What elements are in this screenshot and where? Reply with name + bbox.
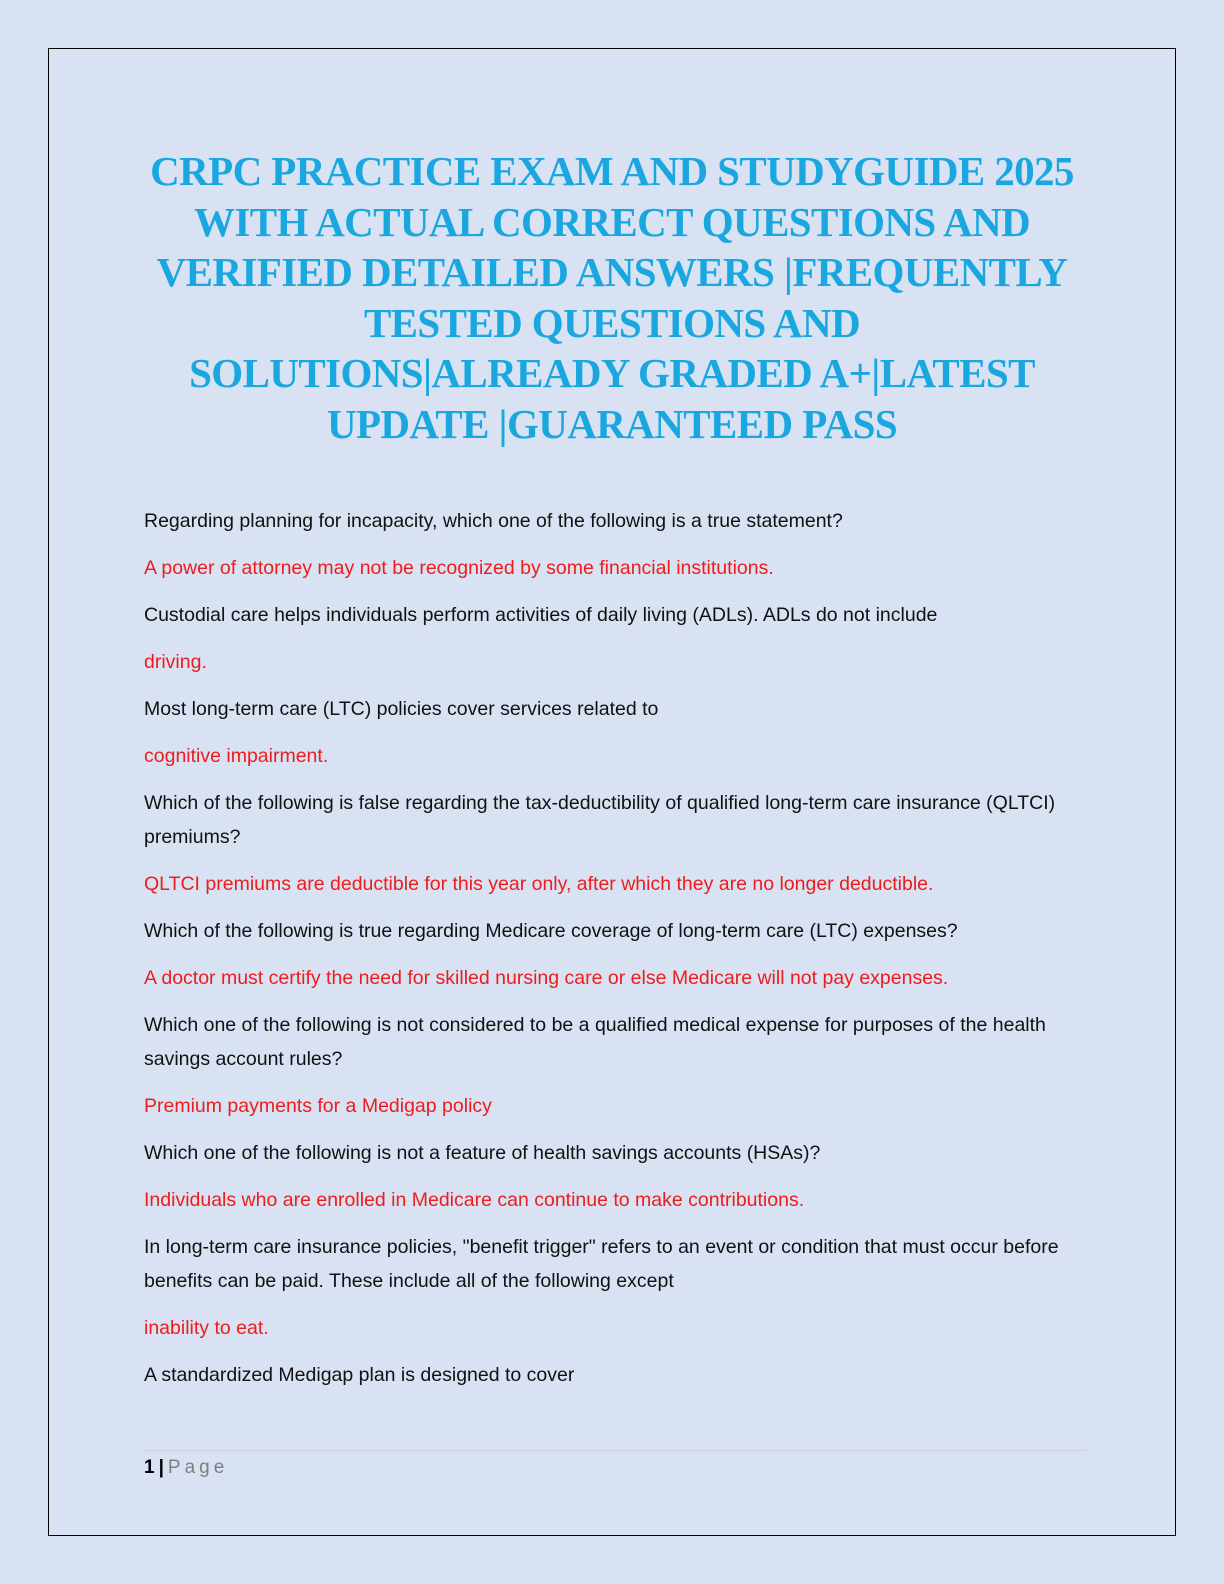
question-text: Most long-term care (LTC) policies cover services related to [144,698,659,720]
page-label: Page [167,1457,229,1478]
page-number: 1 [144,1457,155,1478]
answer-text: Individuals who are enrolled in Medicare can continue to make contributions. [144,1189,805,1211]
answer-text: QLTCI premiums are deductible for this year only, after which they are no longer deductible. [144,873,934,895]
question-text: Custodial care helps individuals perform activities of daily living (ADLs). ADLs do not include [144,604,938,626]
answer-text: driving. [144,651,207,673]
qa-list [144,504,1074,1405]
question-text: Which of the following is false regarding the tax-deductibility of qualified long-term care insurance (QLTCI) premiums? [144,792,1056,848]
answer-text: A power of attorney may not be recognized by some financial institutions. [144,557,774,579]
question-text: Regarding planning for incapacity, which one of the following is a true statement? [144,510,843,532]
question-text: Which one of the following is not considered to be a qualified medical expense for purposes of the health savings account rules? [144,1014,1046,1070]
question-text: In long-term care insurance policies, "benefit trigger" refers to an event or condition that must occur before benefits can be paid. These include all of the following except [144,1236,1059,1292]
question-text: A standardized Medigap plan is designed to cover [144,1364,575,1386]
page-footer [144,1450,1086,1481]
answer-text: Premium payments for a Medigap policy [144,1095,492,1117]
answer-text: cognitive impairment. [144,745,329,767]
document-title: CRPC PRACTICE EXAM AND STUDYGUIDE 2025 WITH ACTUAL CORRECT QUESTIONS AND VERIFIED DETAILED ANSWERS |FREQUENTLY TESTED QUESTIONS AND SOLUTIONS|ALREADY GRADED A+|LATEST UPDATE |GUARANTEED PASS [150,148,1074,447]
answer-text: inability to eat. [144,1317,269,1339]
answer-text: A doctor must certify the need for skilled nursing care or else Medicare will not pay expenses. [144,967,949,989]
question-text: Which one of the following is not a feature of health savings accounts (HSAs)? [144,1142,821,1164]
page-separator: | [158,1457,164,1478]
question-text: Which of the following is true regarding Medicare coverage of long-term care (LTC) expenses? [144,920,958,942]
